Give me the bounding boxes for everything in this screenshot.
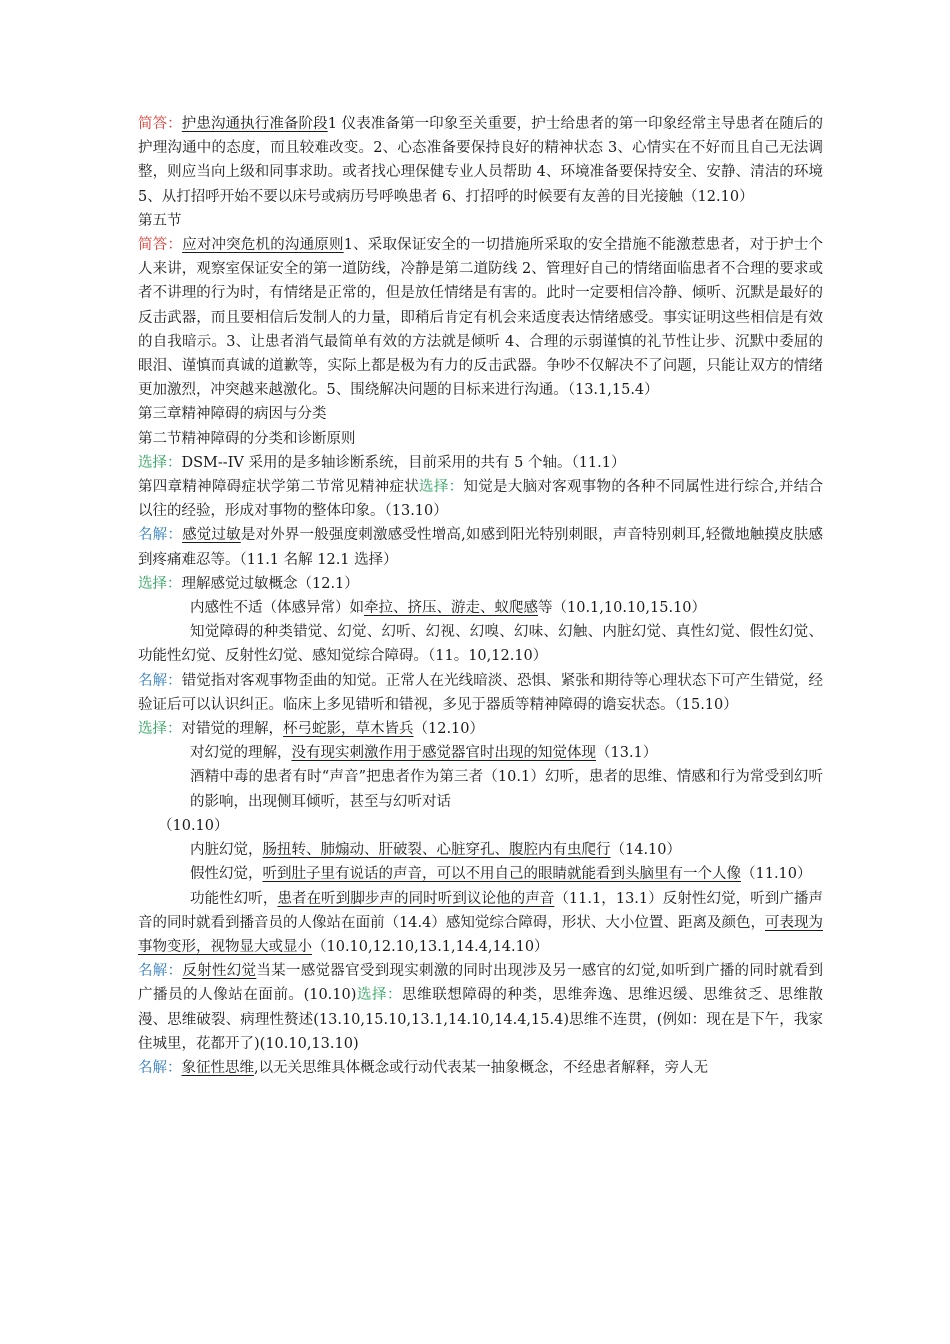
paragraph-perception <box>138 475 823 523</box>
body-text: 内脏幻觉， <box>190 842 263 859</box>
label-definition: 名解： <box>138 672 182 689</box>
term: 可表现为事物变形，视物显大或显小 <box>138 914 823 955</box>
body-text: 1、采取保证安全的一切措施所采取的安全措施不能激惹患者，对于护士个人来讲，观察室保证安全的第一道防线，冷静是第二道防线 2、管理好自己的情绪面临患者不合理的要求或者不讲理的行为时，有情绪是正常的，但是放任情绪是有害的。此时一定要相信冷静、倾听、沉默是最好的反击武器，而且要相信后发制人的力量，即稍后肯定有机会来适度表达情绪感受。事实证明这些相信是有效的自我暗示。3、让患者消气最简单有效的方法就是倾听 4、合理的示弱谨慎的礼节性让步、沉默中委屈的眼泪、谨慎而真诚的道歉等，实际上都是极为有力的反击武器。争吵不仅解决不了问题，只能让双方的情绪更加激烈，冲突越来越激化。5、围绕解决问题的目标来进行沟通。（13.1,15.4） <box>138 237 824 399</box>
paragraph-reflex-hallucination <box>138 959 823 1056</box>
body-text: 知觉障碍的种类错觉、幻觉、幻听、幻视、幻嗅、幻味、幻触、内脏幻觉、真性幻觉、假性幻觉、功能性幻觉、反射性幻觉、感知觉综合障碍。（11。10,12.10） <box>138 624 823 665</box>
body-text: 错觉指对客观事物歪曲的知觉。正常人在光线暗淡、恐惧、紧张和期待等心理状态下可产生错觉，经验证后可以认识纠正。临床上多见错听和错视，多见于器质等精神障碍的谵妄状态。（15.10） <box>138 672 824 713</box>
label-choice: 选择： <box>138 575 182 592</box>
section-heading: 第五节 <box>138 212 182 229</box>
paragraph-nursing-communication-prep <box>138 112 823 209</box>
body-text: （13.1） <box>596 745 658 762</box>
body-text: DSM--IV 采用的是多轴诊断系统，目前采用的共有 5 个轴。（11.1） <box>181 454 626 471</box>
paragraph-conflict-communication <box>138 233 823 402</box>
body-text: 是对外界一般强度刺激感受性增高,如感到阳光特别刺眼，声音特别刺耳,轻微地触摸皮肤感到疼痛难忍等。（11.1 名解 12.1 选择） <box>138 527 824 568</box>
body-text: ,以无关思维具体概念或行动代表某一抽象概念，不经患者解释，旁人无 <box>254 1059 709 1076</box>
term: 护患沟通执行准备阶段 <box>181 116 328 132</box>
body-text: 思维联想障碍的种类，思维奔逸、思维迟缓、思维贫乏、思维散漫、思维破裂、病理性赘述(13.10,15.10,13.1,14.10,14.4,15.4)思维不连贯，(例如：现在是下午，我家住城里，花都开了)(10.10,13.10) <box>138 987 824 1052</box>
paragraph-illusion-choice <box>138 717 823 741</box>
body-text: 功能性幻听， <box>190 890 278 907</box>
label-short-answer: 简答： <box>138 237 183 254</box>
term: 没有现实刺激作用于感觉器官时出现的知觉体现 <box>291 745 596 762</box>
term: 反射性幻觉 <box>182 963 257 980</box>
paragraph-symbolic-thinking <box>138 1056 823 1080</box>
body-text: 酒精中毒的患者有时“声音”把患者作为第三者（10.1）幻听，患者的思维、情感和行为常受到幻听的影响，出现侧耳倾听，甚至与幻听对话 <box>190 769 823 810</box>
body-text: （12.10） <box>413 721 485 738</box>
term: 患者在听到脚步声的同时听到议论他的声音 <box>277 890 555 907</box>
label-choice: 选择： <box>419 479 464 496</box>
paragraph-visceral-hallucination <box>138 838 823 862</box>
term: 听到肚子里有说话的声音，可以不用自己的眼睛就能看到头脑里有一个人像 <box>262 866 741 883</box>
paragraph-functional-hallucination <box>138 887 823 960</box>
body-text: 对错觉的理解， <box>181 721 283 738</box>
term: 肠扭转、肺煽动、肝破裂、心脏穿孔、腹腔内有虫爬行 <box>262 842 611 859</box>
paragraph-hallucination <box>138 741 823 765</box>
term: 杯弓蛇影，草木皆兵 <box>283 721 414 738</box>
body-text: 当某一感觉器官受到现实刺激的同时出现涉及另一感官的幻觉,如听到广播的同时就看到广播员的人像站在面前。(10.10) <box>138 963 824 1004</box>
label-definition: 名解： <box>138 527 183 544</box>
label-choice: 选择： <box>138 721 182 738</box>
body-text: （14.10） <box>610 842 682 859</box>
paragraph-perception-disorders <box>138 620 823 668</box>
label-choice: 选择： <box>356 987 403 1004</box>
section-heading: 第二节精神障碍的分类和诊断原则 <box>138 430 356 447</box>
paragraph-choice-hyperesthesia <box>138 572 823 596</box>
body-text: 1 仪表准备第一印象至关重要，护士给患者的第一印象经常主导患者在随后的护理沟通中的态度，而且较难改变。2、心态准备要保持良好的精神状态 3、心情实在不好而且自己无法调整，则应当向上级和同事求助。或者找心理保健专业人员帮助 4、环境准备要保持安全、安静、清洁的环境 5、从打招呼开始不要以床号或病历号呼唤患者 6、打招呼的时候要有友善的目光接触（12.10） <box>138 116 824 205</box>
term: 应对冲突危机的沟通原则 <box>182 237 344 254</box>
body-text: 对幻觉的理解， <box>190 745 292 762</box>
document-page <box>138 112 823 1080</box>
body-text: 假性幻觉， <box>190 866 263 883</box>
paragraph-illusion <box>138 669 823 717</box>
body-text: （10.10,12.10,13.1,14.4,14.10） <box>312 938 549 955</box>
chapter-inline-heading: 第四章精神障碍症状学第二节常见精神症状 <box>138 479 420 496</box>
paragraph-hyperesthesia <box>138 523 823 571</box>
paragraph-dsm <box>138 451 823 475</box>
term: 感觉过敏 <box>182 527 241 544</box>
term: 象征性思维 <box>181 1059 254 1076</box>
body-text: 知觉是大脑对客观事物的各种不同属性进行综合,并结合以往的经验，形成对事物的整体印象。（13.10） <box>138 479 823 520</box>
label-short-answer: 简答： <box>138 116 182 132</box>
body-text: （11.10） <box>741 866 812 883</box>
body-text: （11.1，13.1）反射性幻觉，听到广播声音的同时就看到播音员的人像站在面前（14.4）感知觉综合障碍，形状、大小位置、距离及颜色， <box>138 890 824 931</box>
body-text: 内感性不适（体感异常）如 <box>190 600 364 617</box>
term: 牵拉、挤压、游走、蚁爬感 <box>364 600 538 617</box>
label-choice: 选择： <box>138 454 182 471</box>
paragraph-year-note: （10.10） <box>158 817 229 834</box>
paragraph-internal-discomfort <box>138 596 823 620</box>
body-text: 等（10.1,10.10,15.10） <box>538 600 707 617</box>
body-text: 理解感觉过敏概念（12.1） <box>181 575 359 592</box>
paragraph-alcohol-hallucination <box>138 765 823 813</box>
paragraph-pseudo-hallucination <box>138 862 823 886</box>
label-definition: 名解： <box>138 1059 182 1076</box>
label-definition: 名解： <box>138 963 183 980</box>
chapter-heading: 第三章精神障碍的病因与分类 <box>138 406 327 423</box>
